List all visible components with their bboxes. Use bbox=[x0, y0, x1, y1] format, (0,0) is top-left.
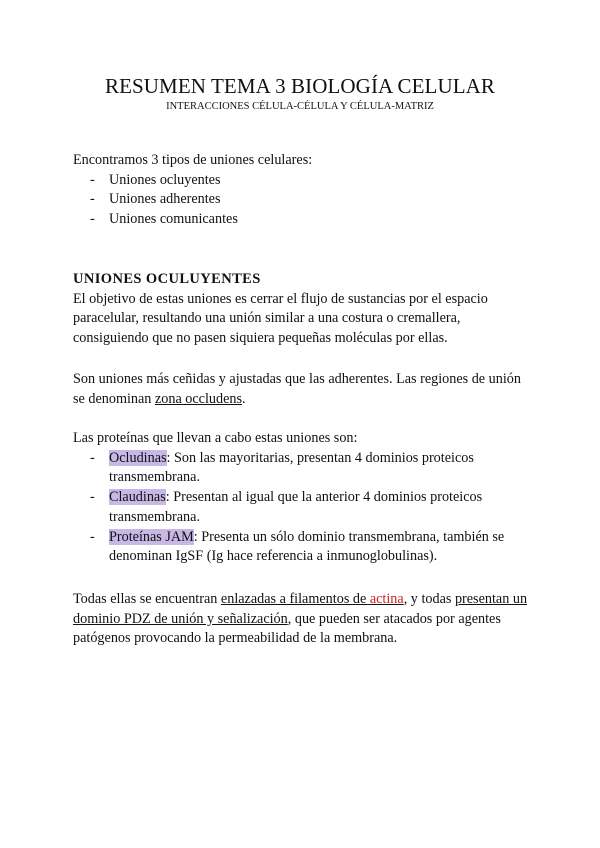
paragraph bbox=[73, 370, 533, 409]
list-item: - Uniones ocluyentes bbox=[73, 171, 533, 191]
text-run: . bbox=[242, 390, 246, 407]
list-item bbox=[73, 528, 533, 567]
intro-text: Encontramos 3 tipos de uniones celulares: bbox=[73, 152, 313, 168]
highlighted-term: Proteínas JAM bbox=[109, 528, 194, 545]
term-description: : Presentan al igual que la anterior 4 dominios proteicos transmembrana. bbox=[109, 489, 483, 525]
section-heading: UNIONES OCULUYENTES bbox=[73, 271, 261, 287]
term-description: : Presenta un sólo dominio transmembrana, también se denominan IgSF (Ig hace referencia a inmunoglobulinas). bbox=[109, 528, 505, 565]
text-run: enlazadas a filamentos de bbox=[220, 591, 370, 607]
paragraph: El objetivo de estas uniones es cerrar el flujo de sustancias por el espacio paracelular, resultando una unión similar a una costura o cremallera, consiguiendo que no pasen siquiera pequeñas moléculas por ellas. bbox=[73, 290, 488, 347]
intro-block bbox=[73, 151, 533, 230]
highlighted-term: Claudinas bbox=[109, 489, 166, 506]
final-paragraph-block bbox=[73, 590, 533, 649]
list-item bbox=[73, 488, 533, 527]
highlighted-term: Ocludinas bbox=[109, 449, 167, 466]
term-description: : Son las mayoritarias, presentan 4 dominios proteicos transmembrana. bbox=[109, 449, 474, 486]
zona-occludens-term: zona occludens bbox=[154, 390, 243, 407]
proteins-block bbox=[73, 429, 533, 567]
actina-term: actina bbox=[369, 591, 404, 607]
underlined-phrase: presentan un dominio PDZ de unión y señalización bbox=[73, 591, 528, 627]
proteins-intro: Las proteínas que llevan a cabo estas uniones son: bbox=[73, 430, 358, 446]
proteins-list bbox=[73, 449, 533, 567]
underlined-phrase bbox=[221, 591, 404, 607]
list-item: - Uniones adherentes bbox=[73, 190, 533, 210]
paragraph bbox=[73, 590, 533, 649]
text-run: , que pueden ser atacados por agentes patógenos provocando la permeabilidad de la membrana. bbox=[73, 610, 501, 647]
list-item bbox=[73, 449, 533, 488]
paragraph-block bbox=[73, 370, 533, 409]
document-title: RESUMEN TEMA 3 BIOLOGÍA CELULAR bbox=[104, 74, 496, 98]
text-run: , y todas bbox=[403, 591, 455, 607]
document-subtitle: INTERACCIONES CÉLULA-CÉLULA Y CÉLULA-MATRIZ bbox=[166, 101, 434, 112]
section-block bbox=[73, 270, 533, 349]
list-item: - Uniones comunicantes bbox=[73, 210, 533, 230]
union-types-list bbox=[73, 171, 533, 230]
text-run: Son uniones más ceñidas y ajustadas que las adherentes. Las regiones de unión se denominan bbox=[73, 371, 521, 407]
text-run: Todas ellas se encuentran bbox=[73, 591, 221, 607]
